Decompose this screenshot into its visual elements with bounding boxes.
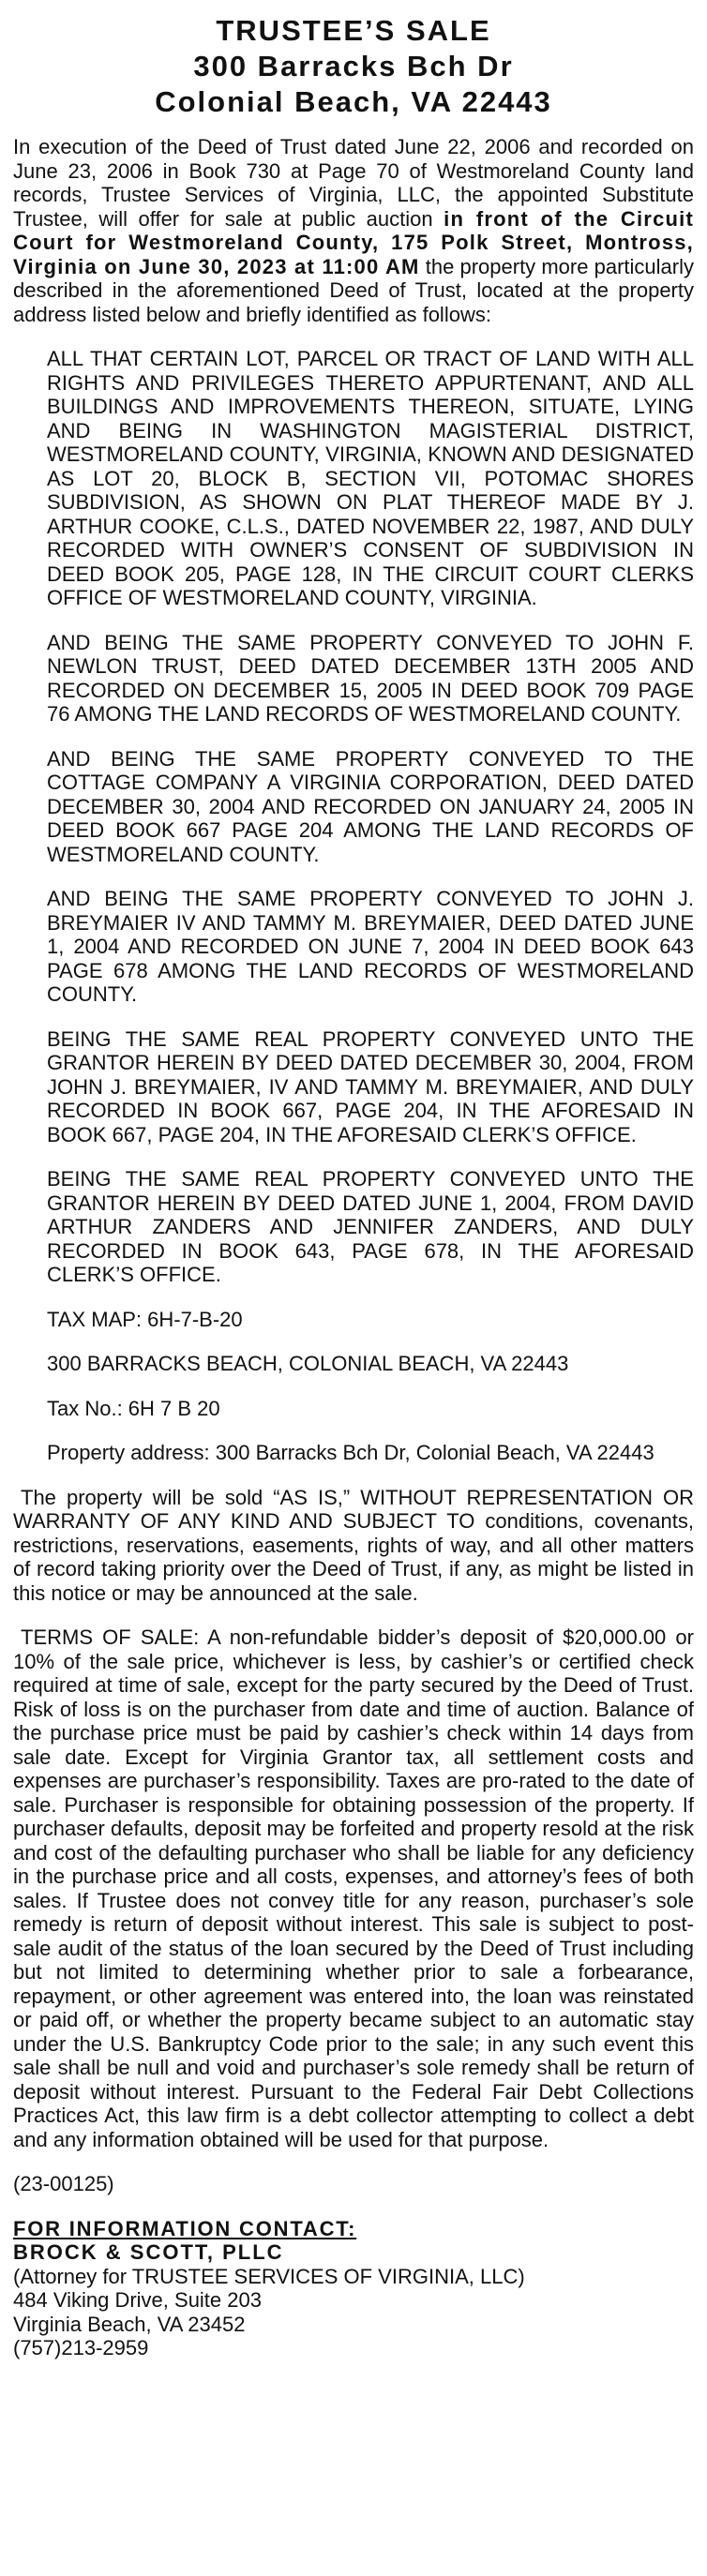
intro-paragraph <box>13 135 694 326</box>
contact-block <box>13 2217 694 2360</box>
legal-description-newlon-trust: AND BEING THE SAME PROPERTY CONVEYED TO JOHN F. NEWLON TRUST, DEED DATED DECEMBER 13TH 2005 AND RECORDED ON DECEMBER 15, 2005 IN DEED BOOK 709 PAGE 76 AMONG THE LAND RECORDS OF WESTMORELAND COUNTY. <box>47 630 694 726</box>
legal-description-breymaier: AND BEING THE SAME PROPERTY CONVEYED TO JOHN J. BREYMAIER IV AND TAMMY M. BREYMAIER, DEED DATED JUNE 1, 2004 AND RECORDED ON JUNE 7, 2004 IN DEED BOOK 643 PAGE 678 AMONG THE LAND RECORDS OF WESTMORELAND COUNTY. <box>47 887 694 1006</box>
street-address: 300 BARRACKS BEACH, COLONIAL BEACH, VA 22443 <box>47 1352 569 1375</box>
firm-phone: (757)213-2959 <box>13 2336 149 2359</box>
legal-description-grantor-2004-jun: BEING THE SAME REAL PROPERTY CONVEYED UNTO THE GRANTOR HEREIN BY DEED DATED JUNE 1, 2004, FROM DAVID ARTHUR ZANDERS AND JENNIFER ZANDERS, AND DULY RECORDED IN BOOK 643, PAGE 678, IN THE AFORESAID CLERK’S OFFICE. <box>47 1167 694 1286</box>
contact-heading: FOR INFORMATION CONTACT: <box>13 2216 357 2240</box>
attorney-for: (Attorney for TRUSTEE SERVICES OF VIRGINIA, LLC) <box>13 2264 525 2288</box>
tax-number: Tax No.: 6H 7 B 20 <box>47 1396 220 1420</box>
property-city-heading: Colonial Beach, VA 22443 <box>155 85 552 118</box>
notice-heading <box>13 13 694 120</box>
intro-text-part2: the property more particularly described in the aforementioned Deed of Trust, located at the property address listed below and briefly identified as follows: <box>13 254 694 326</box>
notice-title: TRUSTEE’S SALE <box>216 14 491 47</box>
intro-text-part1: In execution of the Deed of Trust dated June 22, 2006 and recorded on June 23, 2006 in Book 730 at Page 70 of Westmoreland County land records, Trustee Services of Virginia, LLC, the appointed Substitute Trustee, will offer for sale at public auction <box>13 135 694 231</box>
firm-street: 484 Viking Drive, Suite 203 <box>13 2288 262 2312</box>
law-firm-name: BROCK & SCOTT, PLLC <box>13 2240 284 2264</box>
property-street-heading: 300 Barracks Bch Dr <box>193 50 514 82</box>
legal-description-grantor-2004-dec: BEING THE SAME REAL PROPERTY CONVEYED UNTO THE GRANTOR HEREIN BY DEED DATED DECEMBER 30, 2004, FROM JOHN J. BREYMAIER, IV AND TAMMY M. BREYMAIER, AND DULY RECORDED IN BOOK 667, PAGE 204, IN THE AFORESAID IN BOOK 667, PAGE 204, IN THE AFORESAID CLERK’S OFFICE. <box>47 1026 694 1146</box>
as-is-paragraph: The property will be sold “AS IS,” WITHOUT REPRESENTATION OR WARRANTY OF ANY KIND AND SUBJECT TO conditions, covenants, restrictions, reservations, easements, rights of way, and all other matters of record taking priority over the Deed of Trust, if any, as might be listed in this notice or may be announced at the sale. <box>13 1485 694 1605</box>
case-number: (23-00125) <box>13 2172 114 2195</box>
legal-description-lot: ALL THAT CERTAIN LOT, PARCEL OR TRACT OF LAND WITH ALL RIGHTS AND PRIVILEGES THERETO APPURTENANT, AND ALL BUILDINGS AND IMPROVEMENTS THEREON, SITUATE, LYING AND BEING IN WASHINGTON MAGISTERIAL DISTRICT, WESTMORELAND COUNTY, VIRGINIA, KNOWN AND DESIGNATED AS LOT 20, BLOCK B, SECTION VII, POTOMAC SHORES SUBDIVISION, AS SHOWN ON PLAT THEREOF MADE BY J. ARTHUR COOKE, C.L.S., DATED NOVEMBER 22, 1987, AND DULY RECORDED WITH OWNER’S CONSENT OF SUBDIVISION IN DEED BOOK 205, PAGE 128, IN THE CIRCUIT COURT CLERKS OFFICE OF WESTMORELAND COUNTY, VIRGINIA. <box>47 347 694 609</box>
terms-of-sale-paragraph: TERMS OF SALE: A non-refundable bidder’s deposit of $20,000.00 or 10% of the sale price, whichever is less, by cashier’s or certified check required at time of sale, except for the party secured by the Deed of Trust. Risk of loss is on the purchaser from date and time of auction. Balance of the purchase price must be paid by cashier’s check within 14 days from sale date. Except for Virginia Grantor tax, all settlement costs and expenses are purchaser’s responsibility. Taxes are pro-rated to the date of sale. Purchaser is responsible for obtaining possession of the property. If purchaser defaults, deposit may be forfeited and property resold at the risk and cost of the defaulting purchaser who shall be liable for any deficiency in the purchase price and all costs, expenses, and attorney’s fees of both sales. If Trustee does not convey title for any reason, purchaser’s sole remedy is return of deposit without interest. This sale is subject to post-sale audit of the status of the loan secured by the Deed of Trust including but not limited to determining whether prior to sale a forbearance, repayment, or other agreement was entered into, the loan was reinstated or paid off, or whether the property became subject to an automatic stay under the U.S. Bankruptcy Code prior to the sale; in any such event this sale shall be null and void and purchaser’s sole remedy shall be return of deposit without interest. Pursuant to the Federal Fair Debt Collections Practices Act, this law firm is a debt collector attempting to collect a debt and any information obtained will be used for that purpose. <box>13 1625 694 2151</box>
tax-map: TAX MAP: 6H-7-B-20 <box>47 1307 243 1331</box>
firm-city: Virginia Beach, VA 23452 <box>13 2312 246 2336</box>
auction-location-date: in front of the Circuit Court for Westmoreland County, 175 Polk Street, Montross, Virginia on June 30, 2023 at 11:00 AM <box>13 206 694 278</box>
legal-description-cottage-company: AND BEING THE SAME PROPERTY CONVEYED TO THE COTTAGE COMPANY A VIRGINIA CORPORATION, DEED DATED DECEMBER 30, 2004 AND RECORDED ON JANUARY 24, 2005 IN DEED BOOK 667 PAGE 204 AMONG THE LAND RECORDS OF WESTMORELAND COUNTY. <box>47 746 694 866</box>
property-address: Property address: 300 Barracks Bch Dr, Colonial Beach, VA 22443 <box>47 1441 654 1464</box>
